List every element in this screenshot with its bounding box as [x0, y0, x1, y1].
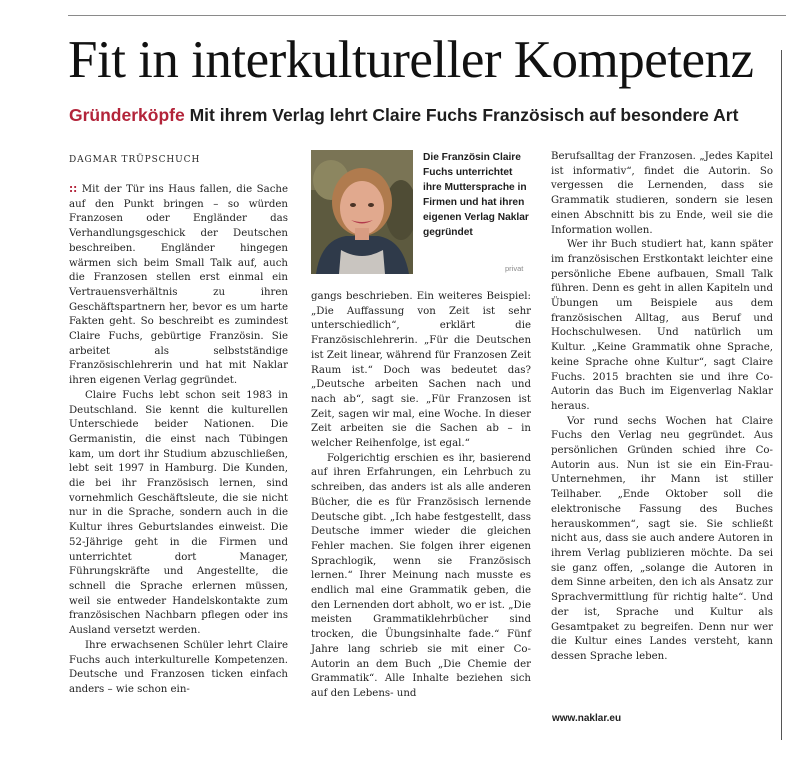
paragraph: Wer ihr Buch studiert hat, kann später im französischen Erstkontakt leichter eine persönliche Ebene aufbauen, Small Talk führen. Denn es geht in allen Kapiteln und Übungen um Beispiele aus dem französischen Alltag, aus Beruf und Hochschulwesen. Und natürlich um Kultur. „Keine Grammatik ohne Sprache, keine Sprache ohne Kultur“, sagt Claire Fuchs. 2015 brachten sie und ihre Co-Autorin das Buch im Eigenverlag Naklar heraus.	[551, 239, 773, 412]
photo-caption: Die Französin Claire Fuchs unterrichtet ihre Muttersprache in Firmen und hat ihren eigenen Verlag Naklar gegründet	[423, 152, 529, 238]
text-column-1	[69, 183, 288, 698]
kicker: Gründerköpfe	[69, 105, 185, 125]
paragraph: Claire Fuchs lebt schon seit 1983 in Deutschland. Sie kennt die kulturellen Unterschiede beider Nationen. Die Germanistin, die einst nach Tübingen kam, um dort ihr Studium abzuschließen, lebt seit 1997 in Hamburg. Die Kunden, die bei ihr Französisch lernen, sind vornehmlich Geschäftsleute, die sie nicht nur in die Sprache, sondern auch in die Kultur ihres Geburtslandes einweist. Die 52-Jährige geht in die Firmen und unterrichtet dort Manager, Führungskräfte und Angestellte, die schnell die Sprache erlernen müssen, weil sie entweder Handelskontakte zum französischen Nachbarn pflegen oder ins Ausland versetzt werden.	[69, 389, 288, 637]
byline: DAGMAR TRÜPSCHUCH	[69, 155, 201, 165]
lead-marker: ::	[69, 184, 78, 195]
subheadline-line	[69, 103, 738, 127]
paragraph: Vor rund sechs Wochen hat Claire Fuchs den Verlag neu gegründet. Aus persönlichen Gründen schied ihre Co-Autorin aus. Nun ist sie ein Ein-Frau-Unternehmen, ihr Mann ist stiller Teilhaber. „Ende Oktober soll die elektronische Fassung des Buches herauskommen“, sagt sie. Sie schließt nicht aus, dass sie auch andere Autoren in ihrem Verlag publizieren möchte. Da sei sie ganz offen, „solange die Autoren in dem Sinne arbeiten, den ich als Ansatz zur Sprachvermittlung für richtig halte“. Und der ist, Sprache und Kultur als Gesamtpaket zu begreifen. Denn nur wer die Kultur eines Landes versteht, kann dessen Sprache leben.	[551, 415, 773, 662]
headline: Fit in interkultureller Kompetenz	[68, 31, 754, 89]
subheadline: Mit ihrem Verlag lehrt Claire Fuchs Französisch auf besondere Art	[189, 105, 739, 125]
paragraph: Ihre erwachsenen Schüler lehrt Claire Fuchs auch interkulturelle Kompetenzen. Deutsche und Franzosen ticken einfach anders – wie schon ein-	[69, 639, 288, 695]
paragraph-text: Mit der Tür ins Haus fallen, die Sache auf den Punkt bringen – so würden Franzosen oder Engländer das Verhandlungsgeschick der Deutschen beschreiben. Engländer hingegen wärmen sich beim Small Talk auf, auch die Franzosen stellen erst einmal ein Vertrauensverhältnis zu ihren Geschäftspartnern her, bevor es um harte Fakten geht. So beschreibt es zumindest Claire Fuchs, gebürtige Französin. Sie arbeitet als selbstständige Französischlehrerin und hat mit Naklar ihren eigenen Verlag gegründet.	[69, 184, 288, 387]
paragraph: gangs beschrieben. Ein weiteres Beispiel: „Die Auffassung von Zeit ist sehr unterschiedlich“, erklärt die Französischlehrerin. „Für die Deutschen ist Zeit linear, während für Franzosen Zeit Raum ist.“ Doch was bedeutet das? „Deutsche arbeiten Sachen nach und nach ab“, sagt sie. „Für Franzosen ist Zeit, sagen wir mal, eine Woche. In dieser Zeit arbeiten sie die Sachen ab – in welcher Reihenfolge, ist egal.“	[311, 291, 531, 450]
column-rule	[781, 50, 782, 740]
top-rule	[68, 15, 786, 16]
paragraph: Berufsalltag der Franzosen. „Jedes Kapitel ist informativ“, findet die Autorin. So vergessen die Lernenden, dass sie Grammatik studieren, sondern sie lesen einen Abschnitt bis zu Ende, weil sie die Information wollen.	[551, 151, 773, 236]
photo-credit: privat	[505, 264, 524, 273]
paragraph: Folgerichtig erschien es ihr, basierend auf ihren Erfahrungen, ein Lehrbuch zu schreiben, das anders ist als alle anderen Bücher, die es für Französisch lernende Deutsche gibt. „Ich habe festgestellt, dass Deutsche immer wieder die gleichen Fehler machen. Sie folgen ihrer eigenen Sprachlogik, wenn sie Französisch lernen.“ Ihrer Meinung nach musste es endlich mal eine Grammatik geben, die den Lernenden dort abholt, wo er ist. „Die meisten Grammatiklehrbücher sind trocken, die Übungsinhalte fade.“ Fünf Jahre lang schrieb sie mit einer Co-Autorin an dem Buch „Die Chemie der Grammatik“. Alle Inhalte beziehen sich auf den Lebens- und	[311, 452, 531, 699]
portrait-image	[311, 150, 413, 274]
text-column-3	[551, 150, 773, 665]
portrait-photo	[311, 150, 413, 274]
text-column-2	[311, 290, 531, 702]
paragraph	[69, 183, 288, 389]
website-link[interactable]: www.naklar.eu	[552, 713, 622, 724]
